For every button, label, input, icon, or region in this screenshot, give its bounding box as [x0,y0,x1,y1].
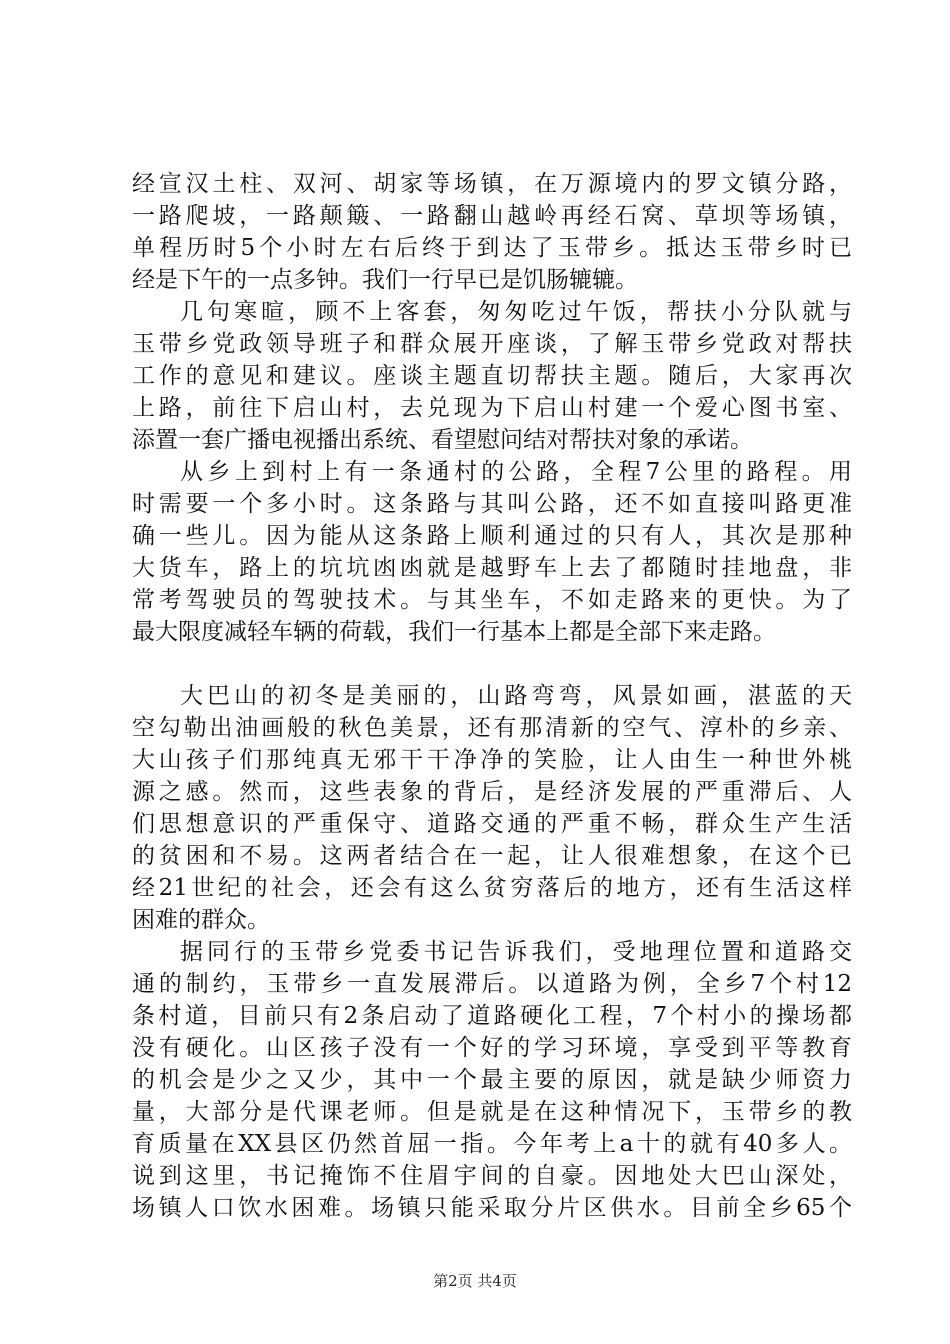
text-line: 几句寒暄，顾不上客套，匆匆吃过午饭，帮扶小分队就与 [180,299,852,325]
text-line: 空勾勒出油画般的秋色美景，还有那清新的空气、淳朴的乡亲、 [132,715,852,741]
text-line: 没有硬化。山区孩子没有一个好的学习环境，享受到平等教育 [132,1035,852,1061]
text-line: 场镇人口饮水困难。场镇只能采取分片区供水。目前全乡65个 [132,1195,852,1221]
text-line: 从乡上到村上有一条通村的公路，全程7公里的路程。用 [180,459,852,485]
text-line: 通的制约，玉带乡一直发展滞后。以道路为例，全乡7个村12 [132,971,852,997]
text-line: 一路爬坡，一路颠簸、一路翻山越岭再经石窝、草坝等场镇， [132,203,852,229]
text-line: 经是下午的一点多钟。我们一行早已是饥肠辘辘。 [132,267,638,293]
document-body [132,168,852,1224]
text-line: 大山孩子们那纯真无邪干干净净的笑脸，让人由生一种世外桃 [132,747,852,773]
text-line: 上路，前往下启山村，去兑现为下启山村建一个爱心图书室、 [132,395,852,421]
text-line: 单程历时5个小时左右后终于到达了玉带乡。抵达玉带乡时已 [132,235,852,261]
text-line: 最大限度减轻车辆的荷载，我们一行基本上都是全部下来走路。 [132,619,776,645]
text-line: 玉带乡党政领导班子和群众展开座谈，了解玉带乡党政对帮扶 [132,331,852,357]
text-line: 时需要一个多小时。这条路与其叫公路，还不如直接叫路更准 [132,491,852,517]
text-line: 据同行的玉带乡党委书记告诉我们，受地理位置和道路交 [180,939,852,965]
paragraph [132,936,852,1224]
text-line: 经21世纪的社会，还会有这么贫穷落后的地方，还有生活这样 [132,875,852,901]
text-line: 条村道，目前只有2条启动了道路硬化工程，7个村小的操场都 [132,1003,852,1029]
page-footer: 第2页 共4页 [433,1272,517,1290]
text-line: 工作的意见和建议。座谈主题直切帮扶主题。随后，大家再次 [132,363,852,389]
text-line: 说到这里，书记掩饰不住眉宇间的自豪。因地处大巴山深处， [132,1163,852,1189]
text-line: 们思想意识的严重保守、道路交通的严重不畅，群众生产生活 [132,811,852,837]
paragraph [132,456,852,648]
text-line: 困难的群众。 [132,907,270,933]
text-line: 添置一套广播电视播出系统、看望慰问结对帮扶对象的承诺。 [132,427,753,453]
paragraph [132,680,852,936]
paragraph-spacer [132,648,852,680]
text-line: 大货车，路上的坑坑凼凼就是越野车上去了都随时挂地盘，非 [132,555,852,581]
text-line: 常考驾驶员的驾驶技术。与其坐车，不如走路来的更快。为了 [132,587,852,613]
text-line: 经宣汉土柱、双河、胡家等场镇，在万源境内的罗文镇分路， [132,171,852,197]
paragraph [132,168,852,296]
text-line: 源之感。然而，这些表象的背后，是经济发展的严重滞后、人 [132,779,852,805]
text-line: 的机会是少之又少，其中一个最主要的原因，就是缺少师资力 [132,1067,852,1093]
text-line: 育质量在XX县区仍然首屈一指。今年考上a十的就有40多人。 [132,1131,852,1157]
text-line: 的贫困和不易。这两者结合在一起，让人很难想象，在这个已 [132,843,852,869]
text-line: 量，大部分是代课老师。但是就是在这种情况下，玉带乡的教 [132,1099,852,1125]
text-line: 确一些儿。因为能从这条路上顺利通过的只有人，其次是那种 [132,523,852,549]
text-line: 大巴山的初冬是美丽的，山路弯弯，风景如画，湛蓝的天 [180,683,852,709]
paragraph [132,296,852,456]
